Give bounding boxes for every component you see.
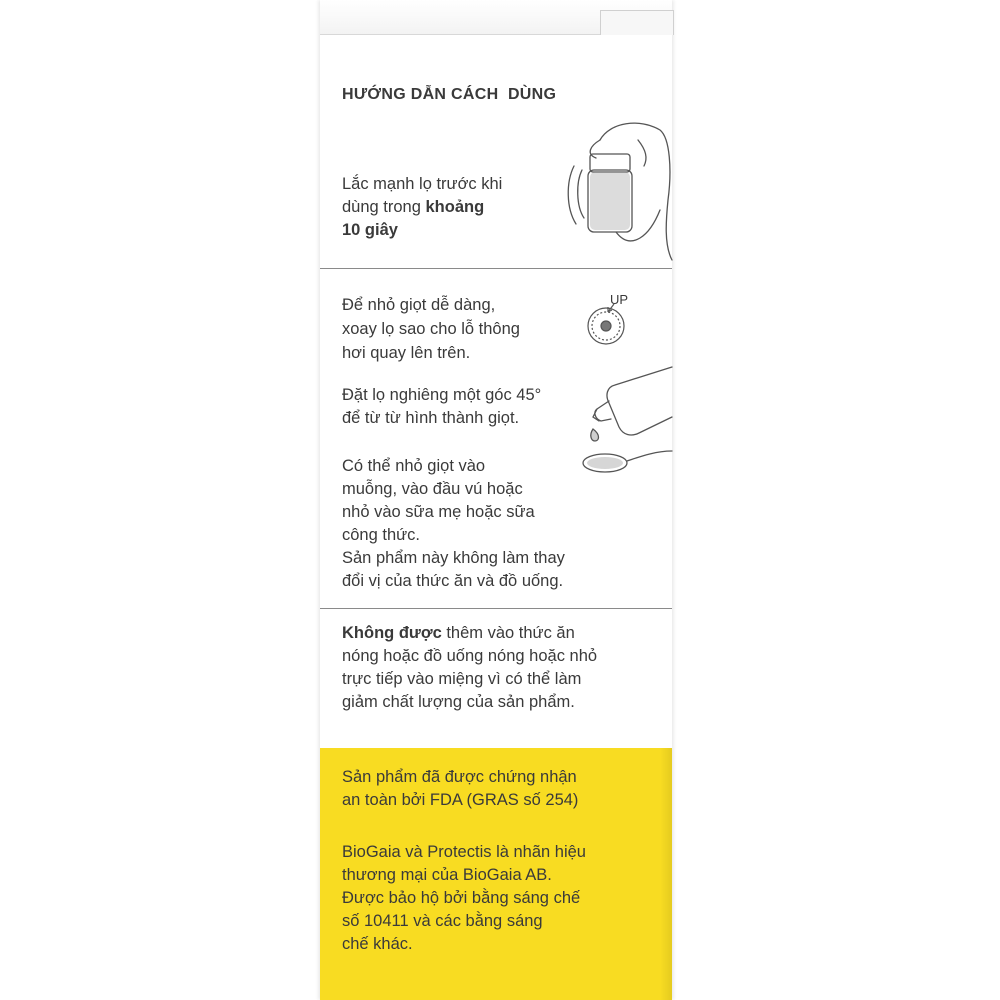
instructions-heading: HƯỚNG DẪN CÁCH DÙNG: [342, 86, 557, 103]
shaking-bottle-icon: [560, 110, 672, 270]
step1-line3: 10 giây: [342, 221, 398, 239]
warning-line1: [342, 622, 575, 645]
trademark-line1: BioGaia và Protectis là nhãn hiệu: [342, 843, 586, 861]
yellow-band-shade: [660, 748, 672, 1000]
fold-line-2: [320, 608, 672, 609]
step2-line2: xoay lọ sao cho lỗ thông: [342, 320, 520, 338]
step2-line3: hơi quay lên trên.: [342, 344, 471, 362]
up-label: UP: [610, 292, 629, 307]
step3-line2: để từ từ hình thành giọt.: [342, 409, 520, 427]
tilted-bottle-spoon-icon: [575, 365, 672, 485]
warning-line3: trực tiếp vào miệng vì có thể làm: [342, 670, 582, 688]
certification-line2: an toàn bởi FDA (GRAS số 254): [342, 791, 579, 809]
step4-line2: muỗng, vào đầu vú hoặc: [342, 480, 523, 498]
warning-line4: giảm chất lượng của sản phẩm.: [342, 693, 575, 711]
step4-line6: đổi vị của thức ăn và đồ uống.: [342, 572, 564, 590]
trademark-line3: Được bảo hộ bởi bằng sáng chế: [342, 889, 581, 907]
trademark-line2: thương mại của BioGaia AB.: [342, 866, 552, 884]
warning-line1-text: thêm vào thức ăn: [441, 624, 575, 642]
step2-line1: Để nhỏ giọt dễ dàng,: [342, 296, 496, 314]
step3-line1: Đặt lọ nghiêng một góc 45°: [342, 386, 542, 404]
certification-line1: Sản phẩm đã được chứng nhận: [342, 768, 577, 786]
step1-line2: [342, 196, 484, 219]
warning-line2: nóng hoặc đồ uống nóng hoặc nhỏ: [342, 647, 598, 665]
trademark-line5: chế khác.: [342, 935, 413, 953]
step4-line5: Sản phẩm này không làm thay: [342, 549, 565, 567]
step1-line2-text: dùng trong: [342, 198, 426, 216]
box-flap-tab: [600, 10, 674, 35]
step4-line1: Có thể nhỏ giọt vào: [342, 457, 486, 475]
step1-line1: Lắc mạnh lọ trước khi: [342, 175, 503, 193]
step1-line2-bold: khoảng: [425, 198, 485, 216]
step4-line3: nhỏ vào sữa mẹ hoặc sữa: [342, 503, 535, 521]
warning-bold: Không được: [342, 624, 442, 642]
fold-line-1: [320, 268, 672, 269]
trademark-line4: số 10411 và các bằng sáng: [342, 912, 543, 930]
step4-line4: công thức.: [342, 526, 421, 544]
